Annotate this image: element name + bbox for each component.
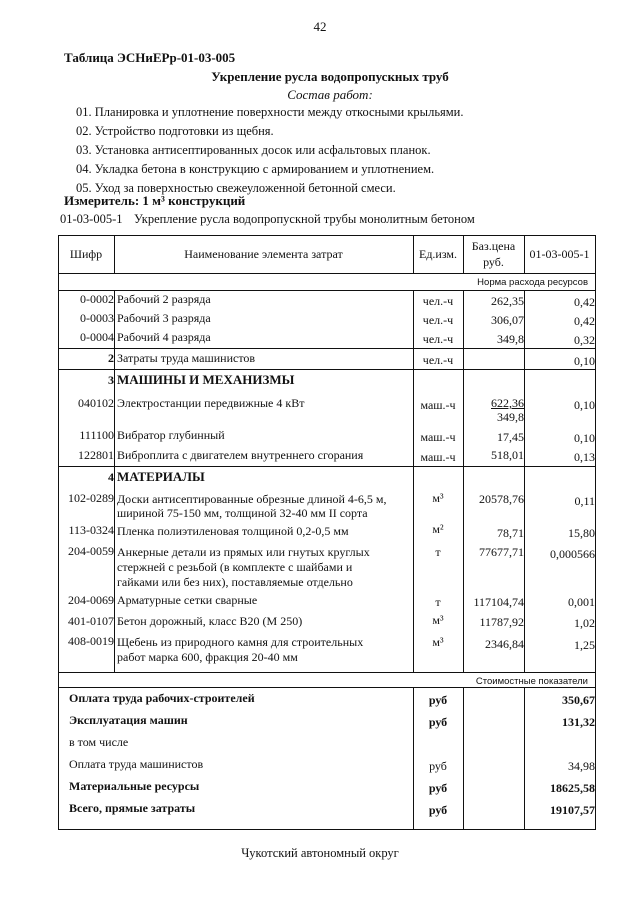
composition-label: Состав работ: bbox=[287, 87, 373, 102]
row-norm: 1,25 bbox=[574, 638, 595, 652]
col-header-norm: 01-03-005-1 bbox=[529, 247, 590, 261]
section-number: 4 bbox=[108, 470, 114, 484]
cost-value: 350,67 bbox=[562, 693, 595, 707]
resource-table bbox=[58, 235, 596, 830]
row-name-line3: гайками или без них), поставляемые отдельно bbox=[117, 575, 353, 589]
work-item: 01. Планировка и уплотнение поверхности между откосными крыльями. bbox=[76, 105, 464, 119]
row-norm: 0,000566 bbox=[550, 547, 595, 561]
table-title: Таблица ЭСНиЕРр-01-03-005 bbox=[64, 50, 236, 65]
row-name-line2: стержней с резьбой (в комплекте с шайбами и bbox=[117, 560, 353, 574]
col-header-name: Наименование элемента затрат bbox=[184, 247, 343, 261]
page-number: 42 bbox=[313, 19, 327, 34]
row-price: 77677,71 bbox=[479, 545, 524, 559]
row-unit: чел.-ч bbox=[422, 353, 454, 367]
row-price: 20578,76 bbox=[479, 492, 524, 506]
cost-name: Оплата труда машинистов bbox=[69, 757, 204, 771]
row-name: Бетон дорожный, класс В20 (М 250) bbox=[117, 614, 303, 628]
row-norm: 15,80 bbox=[568, 526, 595, 540]
row-price: 622,36 bbox=[491, 396, 524, 410]
section-title: МАТЕРИАЛЫ bbox=[117, 469, 205, 484]
cost-name: Материальные ресурсы bbox=[69, 779, 200, 793]
row-name: Виброплита с двигателем внутреннего сгорания bbox=[117, 448, 364, 462]
row-norm: 0,42 bbox=[574, 295, 595, 309]
row-name: Пленка полиэтиленовая толщиной 0,2-0,5 мм bbox=[117, 524, 349, 538]
cost-value: 19107,57 bbox=[550, 803, 595, 817]
row-name: Анкерные детали из прямых или гнутых круглых bbox=[117, 545, 370, 559]
cost-name: в том числе bbox=[69, 735, 129, 749]
row-name: Арматурные сетки сварные bbox=[117, 593, 258, 607]
cost-unit: руб bbox=[428, 781, 448, 795]
col-header-unit: Ед.изм. bbox=[418, 247, 458, 261]
cost-unit: руб bbox=[428, 715, 448, 729]
row-unit: маш.-ч bbox=[420, 430, 456, 444]
row-unit: чел.-ч bbox=[422, 313, 454, 327]
row-price: 349,8 bbox=[497, 332, 524, 346]
cost-value: 34,98 bbox=[568, 759, 595, 773]
row-unit: маш.-ч bbox=[420, 450, 456, 464]
row-code: 204-0069 bbox=[68, 593, 114, 607]
section-title: МАШИНЫ И МЕХАНИЗМЫ bbox=[117, 372, 295, 387]
row-code: 2 bbox=[108, 351, 114, 365]
row-code: 401-0107 bbox=[68, 614, 114, 628]
cost-unit: руб bbox=[428, 803, 448, 817]
row-norm: 0,10 bbox=[574, 398, 595, 412]
row-code: 0-0002 bbox=[80, 292, 114, 306]
row-code: 113-0324 bbox=[68, 523, 114, 537]
cost-name: Всего, прямые затраты bbox=[69, 801, 196, 815]
row-unit: м² bbox=[432, 522, 444, 536]
row-name-line2: работ марка 600, фракция 20-40 мм bbox=[117, 650, 298, 664]
row-price: 2346,84 bbox=[485, 637, 524, 651]
col-header-code: Шифр bbox=[69, 247, 103, 261]
work-item: 04. Укладка бетона в конструкцию с армированием и уплотнением. bbox=[76, 162, 435, 176]
section-number: 3 bbox=[108, 373, 114, 387]
row-name: Затраты труда машинистов bbox=[117, 351, 256, 365]
row-name-line2: шириной 75-150 мм, толщиной 32-40 мм II сорта bbox=[117, 506, 368, 520]
table-subtitle: Укрепление русла водопропускных труб bbox=[211, 69, 449, 84]
row-unit: м³ bbox=[432, 491, 444, 505]
measure-unit: Измеритель: 1 м³ конструкций bbox=[64, 193, 246, 208]
row-norm: 0,10 bbox=[574, 354, 595, 368]
cost-name: Эксплуатация машин bbox=[69, 713, 188, 727]
row-norm: 1,02 bbox=[574, 616, 595, 630]
row-norm: 0,001 bbox=[568, 595, 595, 609]
row-code: 102-0289 bbox=[68, 491, 114, 505]
row-unit: т bbox=[435, 545, 441, 559]
work-item: 05. Уход за поверхностью свежеуложенной бетонной смеси. bbox=[76, 181, 396, 195]
row-unit: чел.-ч bbox=[422, 294, 454, 308]
row-name: Рабочий 3 разряда bbox=[117, 311, 211, 325]
cost-unit: руб bbox=[428, 693, 448, 707]
row-name: Доски антисептированные обрезные длиной 4-6,5 м, bbox=[117, 492, 387, 506]
rate-line bbox=[60, 212, 475, 227]
row-code: 111100 bbox=[79, 428, 114, 442]
row-code: 408-0019 bbox=[68, 634, 114, 648]
page-footer: Чукотский автономный округ bbox=[241, 846, 399, 860]
cost-name: Оплата труда рабочих-строителей bbox=[69, 691, 255, 705]
row-name: Вибратор глубинный bbox=[117, 428, 225, 442]
work-item: 02. Устройство подготовки из щебня. bbox=[76, 124, 274, 138]
row-price: 306,07 bbox=[491, 313, 524, 327]
row-unit: маш.-ч bbox=[420, 398, 456, 412]
row-code: 122801 bbox=[78, 448, 114, 462]
cost-value: 131,32 bbox=[562, 715, 595, 729]
row-norm: 0,32 bbox=[574, 333, 595, 347]
row-name: Щебень из природного камня для строительных bbox=[117, 635, 364, 649]
row-price: 78,71 bbox=[497, 526, 524, 540]
row-unit: м³ bbox=[432, 635, 444, 649]
cost-value: 18625,58 bbox=[550, 781, 595, 795]
row-code: 204-0059 bbox=[68, 544, 114, 558]
row-norm: 0,42 bbox=[574, 314, 595, 328]
row-name: Электростанции передвижные 4 кВт bbox=[117, 396, 305, 410]
col-header-price: Баз.цена bbox=[471, 239, 516, 253]
row-unit: чел.-ч bbox=[422, 332, 454, 346]
row-norm: 0,11 bbox=[574, 494, 595, 508]
row-code: 040102 bbox=[78, 396, 114, 410]
row-name: Рабочий 4 разряда bbox=[117, 330, 211, 344]
row-unit: м³ bbox=[432, 613, 444, 627]
works-list bbox=[76, 103, 464, 198]
rate-name: Укрепление русла водопропускной трубы монолитным бетоном bbox=[134, 212, 475, 226]
work-item: 03. Установка антисептированных досок или асфальтовых планок. bbox=[76, 143, 431, 157]
row-code: 0-0003 bbox=[80, 311, 114, 325]
rate-code: 01-03-005-1 bbox=[60, 212, 123, 226]
row-norm: 0,13 bbox=[574, 450, 595, 464]
row-price-secondary: 349,8 bbox=[497, 410, 524, 424]
row-name: Рабочий 2 разряда bbox=[117, 292, 211, 306]
cost-band: Стоимостные показатели bbox=[475, 676, 588, 687]
row-price: 518,01 bbox=[491, 448, 524, 462]
row-price: 262,35 bbox=[491, 294, 524, 308]
row-norm: 0,10 bbox=[574, 431, 595, 445]
norm-band: Норма расхода ресурсов bbox=[477, 277, 588, 288]
row-code: 0-0004 bbox=[80, 330, 114, 344]
row-price: 17,45 bbox=[497, 430, 524, 444]
row-price: 117104,74 bbox=[473, 595, 524, 609]
col-header-price-unit: руб. bbox=[483, 255, 504, 269]
cost-unit: руб bbox=[429, 759, 447, 773]
row-unit: т bbox=[435, 595, 441, 609]
row-price: 11787,92 bbox=[479, 615, 524, 629]
